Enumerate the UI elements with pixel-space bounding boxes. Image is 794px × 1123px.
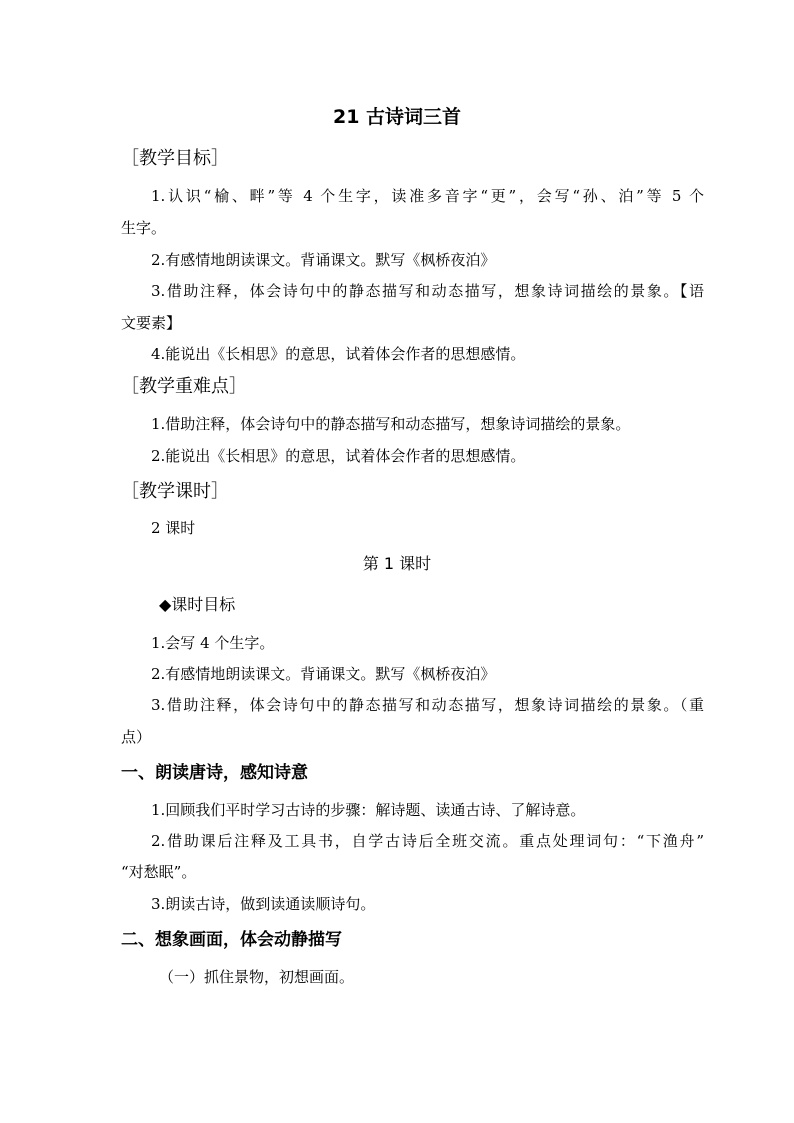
part1-item-2: 2.借助课后注释及工具书，自学古诗后全班交流。重点处理词句：“下渔舟” <box>151 832 704 850</box>
lesson-goal-3-cont: 点） <box>121 728 152 746</box>
hours-heading: ［教学课时］ <box>121 481 229 502</box>
key-point-2: 2.能说出《长相思》的意思，试着体会作者的思想感情。 <box>151 447 526 465</box>
part1-item-3: 3.朗读古诗，做到读通读顺诗句。 <box>151 895 376 913</box>
goals-heading: ［教学目标］ <box>121 148 229 169</box>
lesson-goal-1: 1.会写 4 个生字。 <box>151 634 275 652</box>
goal-line-1: 1.认识“榆、畔”等 4 个生字，读准多音字“更”，会写“孙、泊”等 5 个 <box>151 187 704 205</box>
part2-item-1: （一）抓住景物，初想画面。 <box>159 968 355 986</box>
key-point-1: 1.借助注释，体会诗句中的静态描写和动态描写，想象诗词描绘的景象。 <box>151 415 631 433</box>
hours-text: 2 课时 <box>151 519 196 537</box>
key-points-heading: ［教学重难点］ <box>121 376 247 397</box>
part1-item-1: 1.回顾我们平时学习古诗的步骤：解诗题、读通古诗、了解诗意。 <box>151 801 586 819</box>
part1-heading: 一、朗读唐诗，感知诗意 <box>121 763 308 783</box>
part2-heading: 二、想象画面，体会动静描写 <box>121 930 342 950</box>
lesson-goal-2: 2.有感情地朗读课文。背诵课文。默写《枫桥夜泊》 <box>151 665 496 683</box>
part1-item-2-cont: “对愁眠”。 <box>121 863 197 881</box>
goal-line-2: 2.有感情地朗读课文。背诵课文。默写《枫桥夜泊》 <box>151 251 496 269</box>
goal-line-3-cont: 文要素】 <box>121 314 182 332</box>
goal-line-3: 3.借助注释，体会诗句中的静态描写和动态描写，想象诗词描绘的景象。【语 <box>151 282 704 300</box>
goal-line-4: 4.能说出《长相思》的意思，试着体会作者的思想感情。 <box>151 345 526 363</box>
page-title: 21 古诗词三首 <box>332 106 462 128</box>
lesson-subtitle: 第 1 课时 <box>362 554 432 573</box>
goal-line-1-cont: 生字。 <box>121 219 167 237</box>
lesson-goal-3: 3.借助注释，体会诗句中的静态描写和动态描写，想象诗词描绘的景象。（重 <box>151 696 704 714</box>
lesson-goal-heading: ◆课时目标 <box>159 595 236 614</box>
